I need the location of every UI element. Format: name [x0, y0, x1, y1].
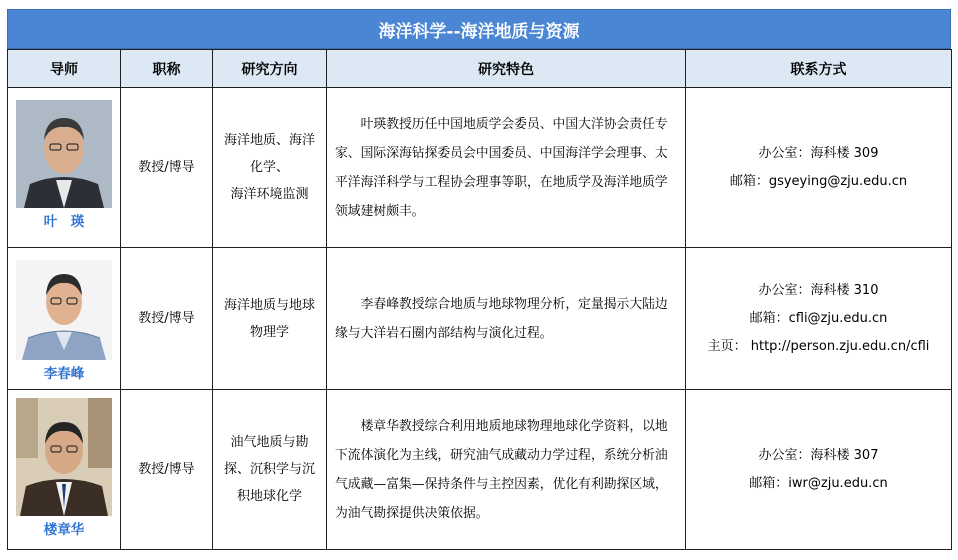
contact-email[interactable]: 邮箱：cfli@zju.edu.cn	[749, 310, 888, 326]
contact-office: 办公室：海科楼 310	[758, 282, 879, 298]
advisor-title: 教授/博导	[121, 88, 213, 248]
contact-email[interactable]: 邮箱：gsyeying@zju.edu.cn	[729, 173, 908, 189]
page-title: 海洋科学--海洋地质与资源	[7, 9, 951, 49]
feature-text: 李春峰教授综合地质与地球物理分析，定量揭示大陆边缘与大洋岩石圈内部结构与演化过程。	[335, 296, 668, 341]
avatar	[16, 260, 112, 360]
research-direction	[213, 88, 327, 248]
column-header-advisor: 导师	[8, 50, 121, 88]
contact-office: 办公室：海科楼 309	[758, 145, 879, 161]
advisor-name: 楼章华	[43, 522, 85, 538]
direction-line: 海洋环境监测	[230, 187, 309, 202]
advisor-cell	[8, 390, 121, 550]
contact-email[interactable]: 邮箱：iwr@zju.edu.cn	[749, 475, 888, 491]
direction-line: 积地球化学	[236, 489, 302, 504]
direction-line: 探、沉积学与沉	[223, 462, 315, 477]
direction-line: 海洋地质、海洋	[223, 133, 315, 148]
advisor-cell	[8, 248, 121, 390]
faculty-table	[7, 49, 952, 550]
column-header-title: 职称	[121, 50, 213, 88]
advisor-title: 教授/博导	[121, 390, 213, 550]
column-header-feature: 研究特色	[327, 50, 686, 88]
research-feature	[327, 390, 686, 550]
table-row	[8, 88, 952, 248]
table-row	[8, 248, 952, 390]
contact-homepage[interactable]: 主页： http://person.zju.edu.cn/cfli	[707, 338, 930, 354]
research-direction	[213, 390, 327, 550]
contact-info	[686, 248, 952, 390]
advisor-name: 李春峰	[43, 366, 85, 382]
table-header-row	[8, 50, 952, 88]
avatar	[16, 398, 112, 516]
direction-line: 海洋地质与地球	[223, 297, 315, 313]
avatar	[16, 100, 112, 208]
advisor-name: 叶 瑛	[43, 214, 85, 230]
feature-text: 叶瑛教授历任中国地质学会委员、中国大洋协会责任专家、国际深海钻探委员会中国委员、中国海洋学会理事、太平洋海洋科学与工程协会理事等职，在地质学及海洋地质学领域建树颇丰。	[335, 116, 668, 219]
research-feature	[327, 88, 686, 248]
direction-line: 化学、	[249, 160, 289, 175]
feature-text: 楼章华教授综合利用地质地球物理地球化学资料，以地下流体演化为主线，研究油气成藏动力学过程，系统分析油气成藏—富集—保持条件与主控因素，优化有利勘探区域，为油气勘探提供决策依据。	[335, 418, 668, 521]
research-direction	[213, 248, 327, 390]
advisor-cell	[8, 88, 121, 248]
direction-line: 物理学	[249, 324, 289, 340]
faculty-table-wrapper	[7, 9, 951, 550]
column-header-direction: 研究方向	[213, 50, 327, 88]
advisor-title: 教授/博导	[121, 248, 213, 390]
contact-office: 办公室：海科楼 307	[758, 447, 879, 463]
table-row	[8, 390, 952, 550]
column-header-contact: 联系方式	[686, 50, 952, 88]
contact-info	[686, 390, 952, 550]
contact-info	[686, 88, 952, 248]
research-feature	[327, 248, 686, 390]
direction-line: 油气地质与勘	[230, 435, 309, 450]
